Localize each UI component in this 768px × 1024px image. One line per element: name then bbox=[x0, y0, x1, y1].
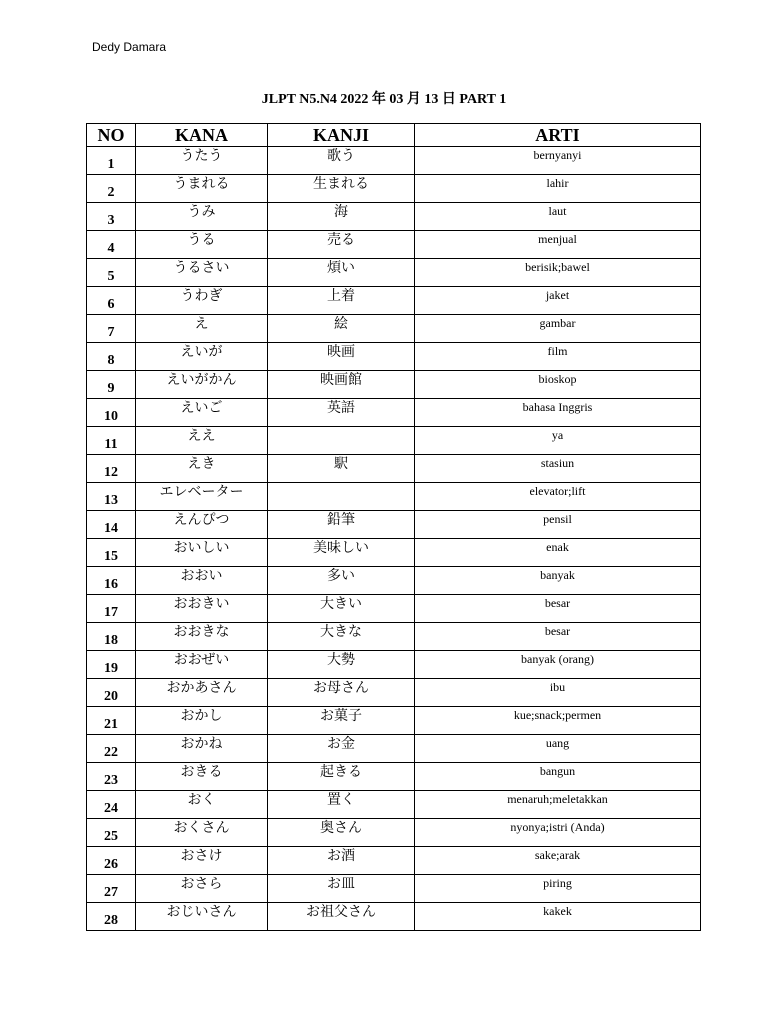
cell-arti: kue;snack;permen bbox=[415, 707, 701, 735]
cell-kana: おかね bbox=[136, 735, 268, 763]
cell-kana: おかあさん bbox=[136, 679, 268, 707]
cell-arti: laut bbox=[415, 203, 701, 231]
cell-kanji: お母さん bbox=[268, 679, 415, 707]
cell-no: 26 bbox=[87, 847, 136, 875]
cell-no: 20 bbox=[87, 679, 136, 707]
table-row bbox=[87, 567, 701, 595]
cell-kana: えいがかん bbox=[136, 371, 268, 399]
cell-arti: elevator;lift bbox=[415, 483, 701, 511]
cell-no: 7 bbox=[87, 315, 136, 343]
cell-kana: えいが bbox=[136, 343, 268, 371]
cell-kanji: 上着 bbox=[268, 287, 415, 315]
cell-arti: pensil bbox=[415, 511, 701, 539]
cell-arti: lahir bbox=[415, 175, 701, 203]
table-header-row bbox=[87, 124, 701, 147]
table-row bbox=[87, 875, 701, 903]
cell-no: 5 bbox=[87, 259, 136, 287]
cell-kana: おきる bbox=[136, 763, 268, 791]
cell-kanji: お金 bbox=[268, 735, 415, 763]
table-row bbox=[87, 679, 701, 707]
cell-kanji: 映画館 bbox=[268, 371, 415, 399]
cell-kana: うわぎ bbox=[136, 287, 268, 315]
cell-arti: banyak (orang) bbox=[415, 651, 701, 679]
table-row bbox=[87, 539, 701, 567]
table-body bbox=[87, 147, 701, 931]
cell-kanji: 生まれる bbox=[268, 175, 415, 203]
table-row bbox=[87, 511, 701, 539]
cell-arti: kakek bbox=[415, 903, 701, 931]
cell-kanji: 海 bbox=[268, 203, 415, 231]
cell-no: 10 bbox=[87, 399, 136, 427]
cell-kanji: お菓子 bbox=[268, 707, 415, 735]
cell-kanji bbox=[268, 483, 415, 511]
table-row bbox=[87, 231, 701, 259]
document-title: JLPT N5.N4 2022 年 03 月 13 日 PART 1 bbox=[261, 92, 507, 107]
cell-no: 1 bbox=[87, 147, 136, 175]
cell-no: 25 bbox=[87, 819, 136, 847]
cell-kana: うるさい bbox=[136, 259, 268, 287]
cell-kana: ええ bbox=[136, 427, 268, 455]
table-row bbox=[87, 287, 701, 315]
cell-arti: gambar bbox=[415, 315, 701, 343]
table-row bbox=[87, 371, 701, 399]
table-row bbox=[87, 203, 701, 231]
cell-kana: おじいさん bbox=[136, 903, 268, 931]
cell-kana: おおい bbox=[136, 567, 268, 595]
cell-kanji: 奥さん bbox=[268, 819, 415, 847]
cell-kanji: 大きい bbox=[268, 595, 415, 623]
table-row bbox=[87, 595, 701, 623]
cell-kanji: 美味しい bbox=[268, 539, 415, 567]
cell-no: 6 bbox=[87, 287, 136, 315]
cell-no: 16 bbox=[87, 567, 136, 595]
cell-no: 9 bbox=[87, 371, 136, 399]
cell-kana: おさけ bbox=[136, 847, 268, 875]
table-row bbox=[87, 343, 701, 371]
cell-kanji: 多い bbox=[268, 567, 415, 595]
column-header-arti: ARTI bbox=[415, 124, 701, 147]
cell-kana: えいご bbox=[136, 399, 268, 427]
cell-kana: おおぜい bbox=[136, 651, 268, 679]
cell-arti: bioskop bbox=[415, 371, 701, 399]
cell-arti: menjual bbox=[415, 231, 701, 259]
cell-kanji: 映画 bbox=[268, 343, 415, 371]
cell-no: 8 bbox=[87, 343, 136, 371]
cell-arti: bangun bbox=[415, 763, 701, 791]
table-row bbox=[87, 427, 701, 455]
cell-kana: えき bbox=[136, 455, 268, 483]
table-row bbox=[87, 455, 701, 483]
cell-kanji: 置く bbox=[268, 791, 415, 819]
table-row bbox=[87, 315, 701, 343]
cell-kana: おおきい bbox=[136, 595, 268, 623]
cell-no: 28 bbox=[87, 903, 136, 931]
table-row bbox=[87, 707, 701, 735]
cell-kana: え bbox=[136, 315, 268, 343]
cell-kanji: 起きる bbox=[268, 763, 415, 791]
cell-kanji: お酒 bbox=[268, 847, 415, 875]
cell-arti: film bbox=[415, 343, 701, 371]
cell-arti: bernyanyi bbox=[415, 147, 701, 175]
cell-kanji: 売る bbox=[268, 231, 415, 259]
column-header-kana: KANA bbox=[136, 124, 268, 147]
cell-kana: おいしい bbox=[136, 539, 268, 567]
cell-kana: エレベーター bbox=[136, 483, 268, 511]
cell-arti: bahasa Inggris bbox=[415, 399, 701, 427]
cell-arti: ibu bbox=[415, 679, 701, 707]
table-row bbox=[87, 763, 701, 791]
cell-kana: えんぴつ bbox=[136, 511, 268, 539]
cell-no: 27 bbox=[87, 875, 136, 903]
table-row bbox=[87, 623, 701, 651]
cell-kanji: 英語 bbox=[268, 399, 415, 427]
cell-kana: うたう bbox=[136, 147, 268, 175]
cell-arti: jaket bbox=[415, 287, 701, 315]
table-row bbox=[87, 175, 701, 203]
cell-kanji: 駅 bbox=[268, 455, 415, 483]
table-row bbox=[87, 399, 701, 427]
cell-arti: berisik;bawel bbox=[415, 259, 701, 287]
table-row bbox=[87, 847, 701, 875]
cell-arti: ya bbox=[415, 427, 701, 455]
cell-no: 4 bbox=[87, 231, 136, 259]
cell-arti: piring bbox=[415, 875, 701, 903]
cell-no: 17 bbox=[87, 595, 136, 623]
cell-no: 12 bbox=[87, 455, 136, 483]
cell-arti: nyonya;istri (Anda) bbox=[415, 819, 701, 847]
cell-kanji: 歌う bbox=[268, 147, 415, 175]
cell-no: 22 bbox=[87, 735, 136, 763]
cell-no: 13 bbox=[87, 483, 136, 511]
cell-kanji: 大勢 bbox=[268, 651, 415, 679]
cell-no: 19 bbox=[87, 651, 136, 679]
table-row bbox=[87, 791, 701, 819]
column-header-kanji: KANJI bbox=[268, 124, 415, 147]
cell-kanji: 大きな bbox=[268, 623, 415, 651]
cell-no: 18 bbox=[87, 623, 136, 651]
table-row bbox=[87, 147, 701, 175]
cell-no: 14 bbox=[87, 511, 136, 539]
cell-no: 24 bbox=[87, 791, 136, 819]
vocabulary-table bbox=[86, 123, 701, 931]
cell-kanji: お祖父さん bbox=[268, 903, 415, 931]
cell-kanji: 絵 bbox=[268, 315, 415, 343]
cell-arti: menaruh;meletakkan bbox=[415, 791, 701, 819]
cell-kana: おくさん bbox=[136, 819, 268, 847]
table-row bbox=[87, 483, 701, 511]
cell-arti: banyak bbox=[415, 567, 701, 595]
cell-no: 3 bbox=[87, 203, 136, 231]
table-row bbox=[87, 819, 701, 847]
cell-no: 23 bbox=[87, 763, 136, 791]
cell-kana: おさら bbox=[136, 875, 268, 903]
author-name: Dedy Damara bbox=[92, 40, 167, 54]
cell-no: 15 bbox=[87, 539, 136, 567]
cell-arti: sake;arak bbox=[415, 847, 701, 875]
cell-arti: enak bbox=[415, 539, 701, 567]
table-row bbox=[87, 903, 701, 931]
cell-arti: besar bbox=[415, 595, 701, 623]
cell-kanji: 鉛筆 bbox=[268, 511, 415, 539]
cell-kanji: 煩い bbox=[268, 259, 415, 287]
cell-no: 21 bbox=[87, 707, 136, 735]
cell-kana: おかし bbox=[136, 707, 268, 735]
cell-arti: stasiun bbox=[415, 455, 701, 483]
cell-kana: おおきな bbox=[136, 623, 268, 651]
cell-kanji bbox=[268, 427, 415, 455]
cell-kanji: お皿 bbox=[268, 875, 415, 903]
cell-arti: uang bbox=[415, 735, 701, 763]
cell-kana: うまれる bbox=[136, 175, 268, 203]
cell-arti: besar bbox=[415, 623, 701, 651]
cell-kana: おく bbox=[136, 791, 268, 819]
cell-no: 11 bbox=[87, 427, 136, 455]
table-row bbox=[87, 651, 701, 679]
cell-kana: うみ bbox=[136, 203, 268, 231]
column-header-no: NO bbox=[87, 124, 136, 147]
table-row bbox=[87, 735, 701, 763]
table-row bbox=[87, 259, 701, 287]
cell-kana: うる bbox=[136, 231, 268, 259]
cell-no: 2 bbox=[87, 175, 136, 203]
